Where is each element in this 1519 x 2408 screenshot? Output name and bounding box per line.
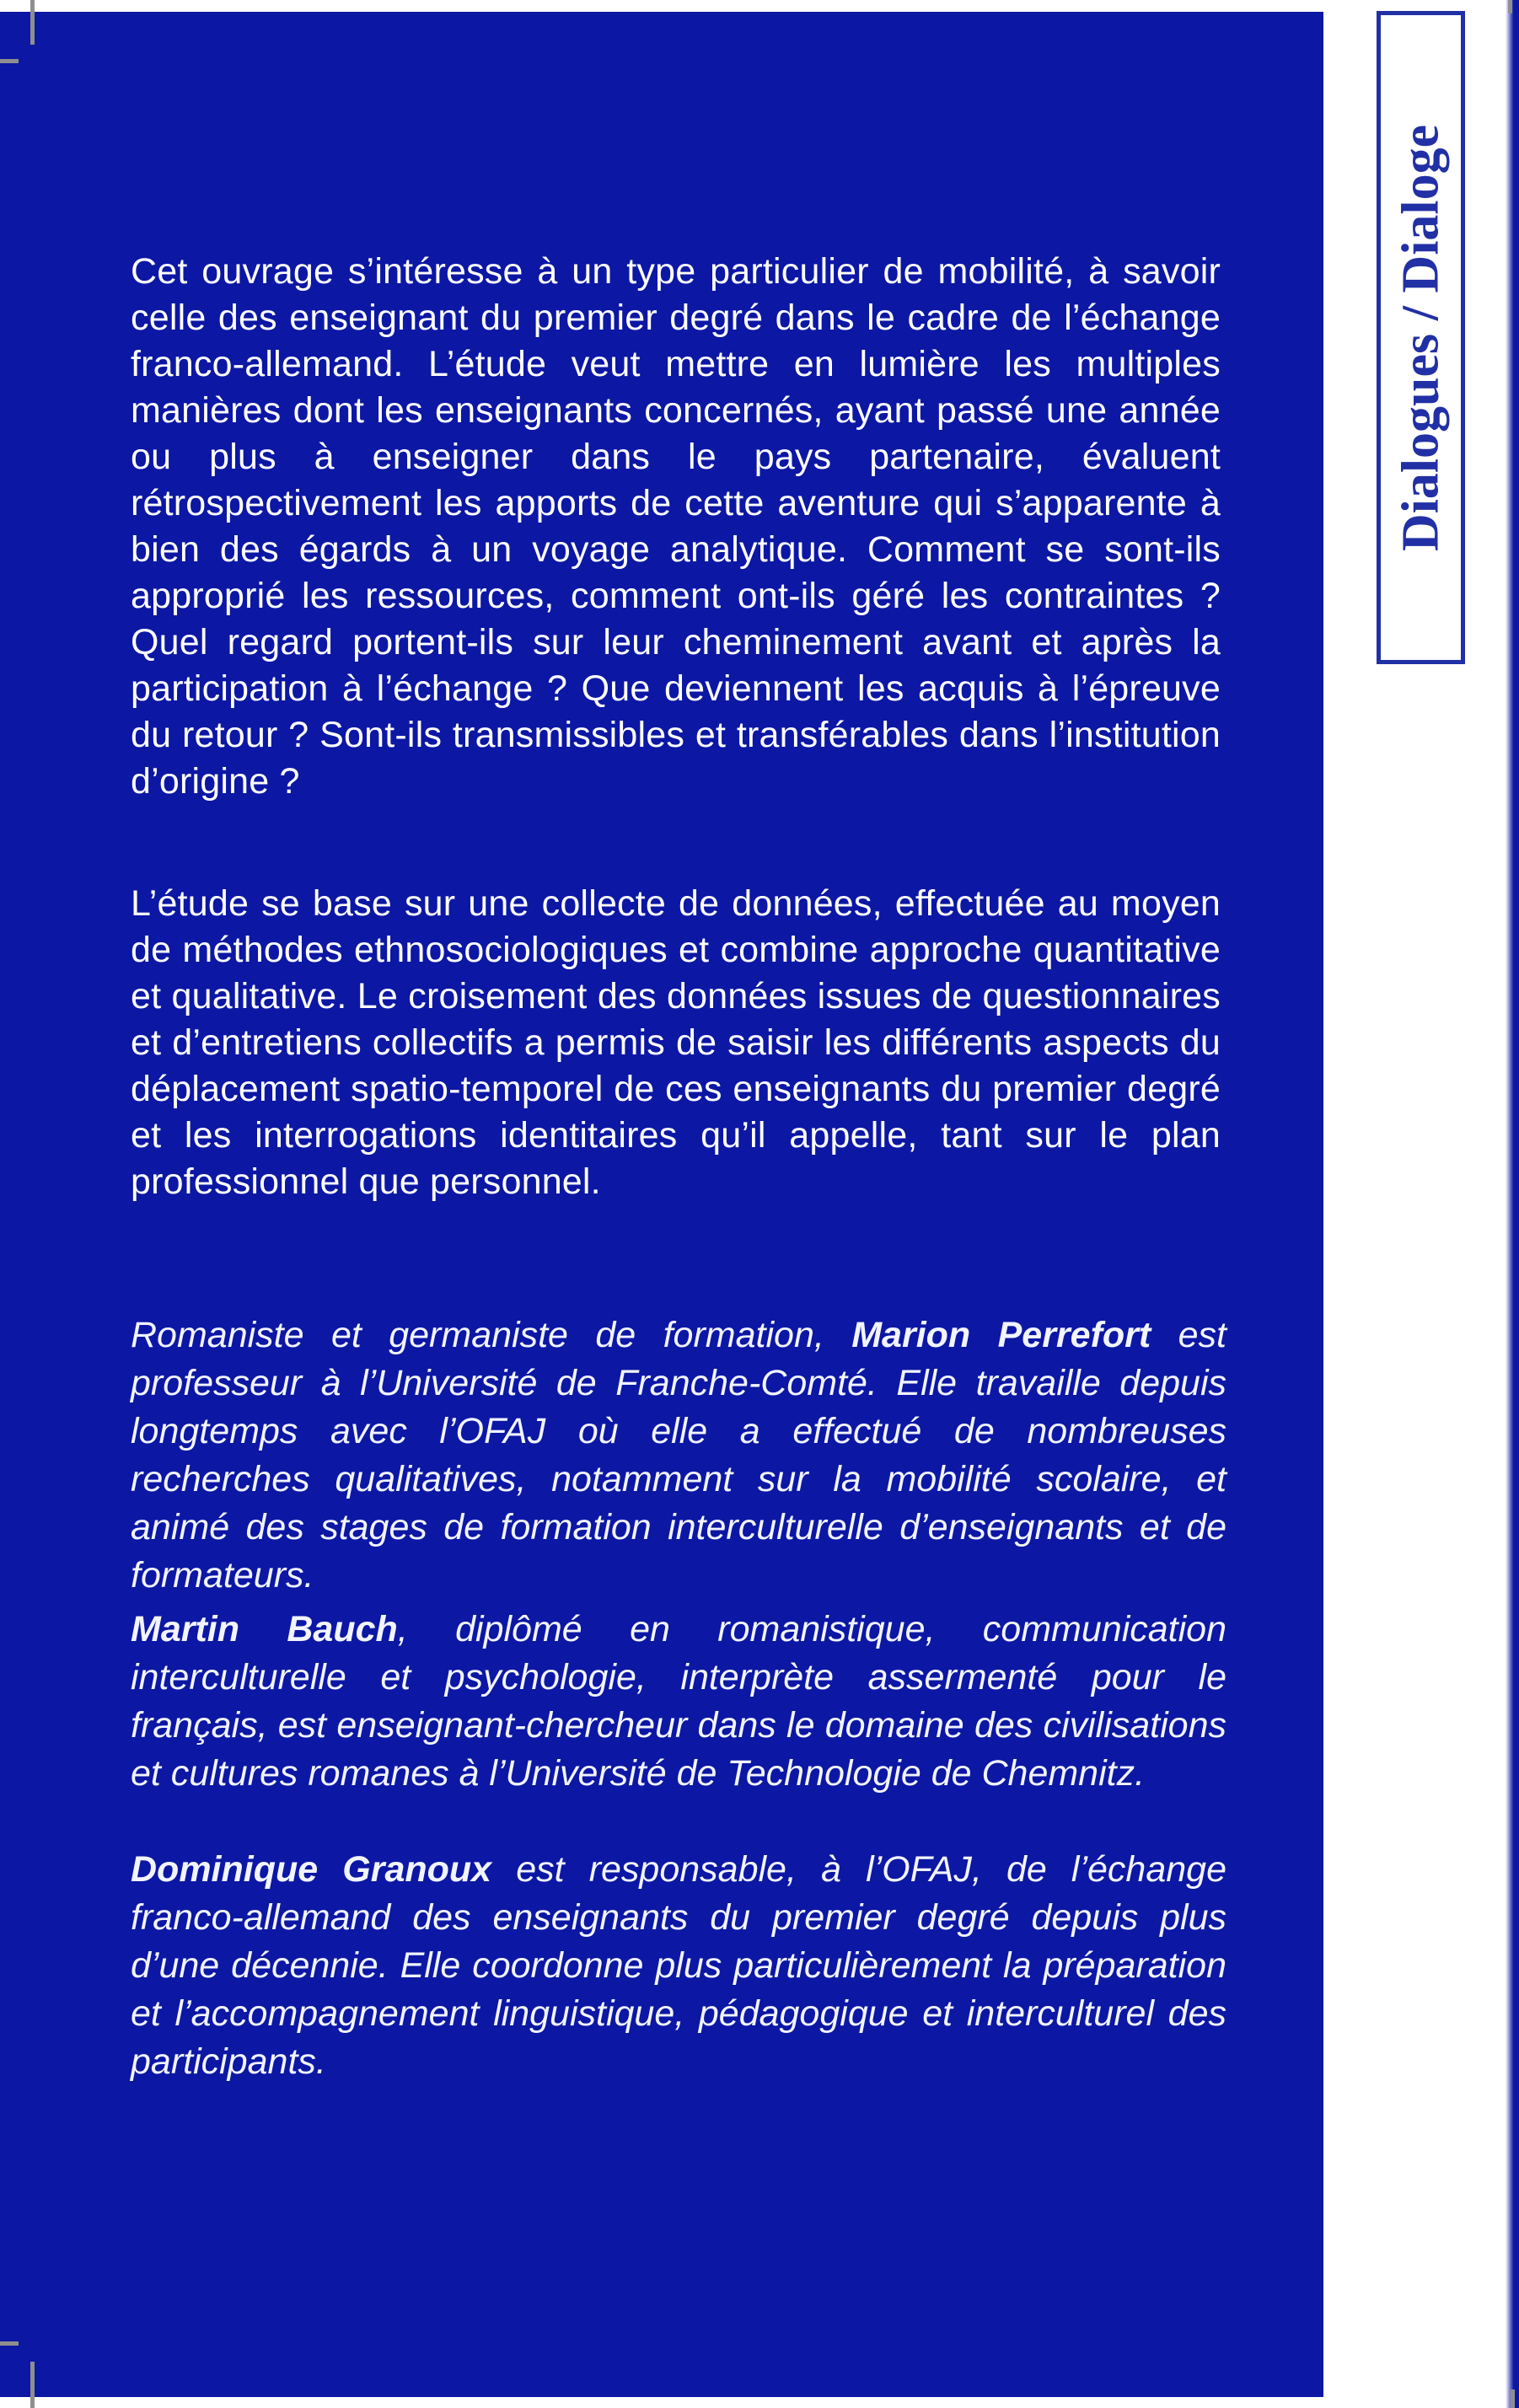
- author-name: Dominique Granoux: [131, 1849, 492, 1890]
- crop-mark-bottom-left-horizontal: [0, 2341, 19, 2346]
- series-label: Dialogues / Dialoge: [1392, 124, 1449, 551]
- bio-text-post: est responsable, à l’OFAJ, de l’échange franco-allemand des enseignants du premier degré depuis plus d’une décennie. Elle coordonne plus particulièrement la préparation et l’accompagnement linguistique, pédagogique et interculturel des participants.: [131, 1849, 1226, 2082]
- bio-text-post: est professeur à l’Université de Franche-Comté. Elle travaille depuis longtemps avec l’OFAJ où elle a effectué de nombreuses recherches qualitatives, notamment sur la mobilité scolaire, et animé des stages de formation interculturelle d’enseignants et de formateurs.: [131, 1315, 1227, 1596]
- crop-mark-bottom-right-vertical: [1511, 2389, 1515, 2408]
- synopsis-paragraph-2: L’étude se base sur une collecte de données, effectuée au moyen de méthodes ethnosociologiques et combine approche quantitative et qualitative. Le croisement des données issues de questionnaires et d’entretiens collectifs a permis de saisir les différents aspects du déplacement spatio-temporel de ces enseignants du premier degré et les interrogations identitaires qu’il appelle, tant sur le plan professionnel que personnel.: [131, 883, 1221, 1202]
- page-edge-strip: [1506, 0, 1519, 2408]
- bio-text-pre: Romaniste et germaniste de formation,: [131, 1315, 852, 1355]
- author-bio-martin-bauch: [131, 1606, 1226, 1798]
- author-name: Martin Bauch: [131, 1609, 398, 1649]
- synopsis-paragraph-1: Cet ouvrage s’intéresse à un type particulier de mobilité, à savoir celle des enseignant du premier degré dans le cadre de l’échange franco-allemand. L’étude veut mettre en lumière les multiples manières dont les enseignants concernés, ayant passé une année ou plus à enseigner dans le pays partenaire, évaluent rétrospectivement les apports de cette aventure qui s’apparente à bien des égards à un voyage analytique. Comment se sont-ils approprié les ressources, comment ont-ils géré les contraintes ? Quel regard portent-ils sur leur cheminement avant et après la participation à l’échange ? Que deviennent les acquis à l’épreuve du retour ? Sont-ils transmissibles et transférables dans l’institution d’origine ?: [131, 251, 1221, 802]
- cover-panel: [0, 12, 1323, 2397]
- author-name: Marion Perrefort: [851, 1315, 1151, 1355]
- author-bio-marion-perrefort: [131, 1311, 1226, 1600]
- crop-mark-top-left-horizontal: [0, 59, 19, 63]
- author-bio-dominique-granoux: [131, 1846, 1226, 2086]
- crop-mark-top-left-vertical: [30, 0, 35, 45]
- crop-mark-bottom-left-vertical: [30, 2362, 35, 2408]
- series-label-box: [1377, 11, 1465, 664]
- bio-text-post: , diplômé en romanistique, communication interculturelle et psychologie, interprète assermenté pour le français, est enseignant-chercheur dans le domaine des civilisations et cultures romanes à l’Université de Technologie de Chemnitz.: [131, 1609, 1226, 1794]
- crop-mark-top-right-vertical: [1508, 0, 1512, 13]
